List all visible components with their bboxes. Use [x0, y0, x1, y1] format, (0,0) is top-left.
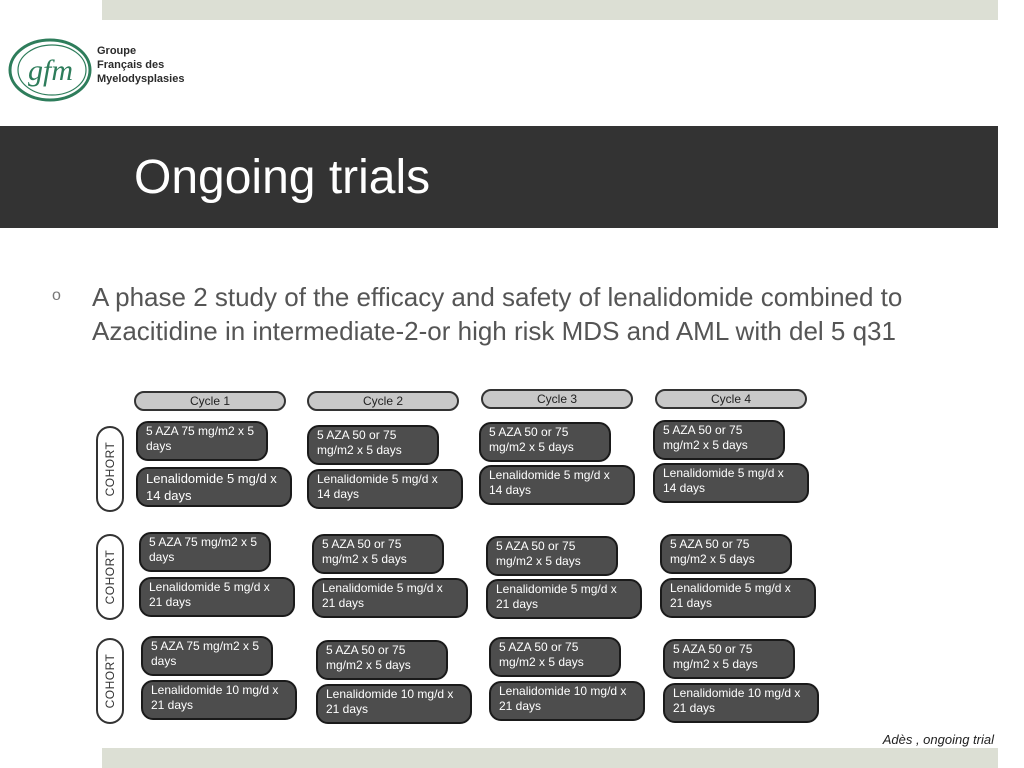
cohort-2-cycle-4-aza: 5 AZA 50 or 75 mg/m2 x 5 days — [660, 534, 792, 574]
cohort-3-cycle-3-lenalidomide: Lenalidomide 10 mg/d x 21 days — [489, 681, 645, 721]
cohort-2-cycle-4-lenalidomide: Lenalidomide 5 mg/d x 21 days — [660, 578, 816, 618]
cycle-3-header: Cycle 3 — [481, 389, 633, 409]
cohort-3-cycle-2-lenalidomide: Lenalidomide 10 mg/d x 21 days — [316, 684, 472, 724]
cohort-2-cycle-1-aza: 5 AZA 75 mg/m2 x 5 days — [139, 532, 271, 572]
cohort-2-cycle-2-aza: 5 AZA 50 or 75 mg/m2 x 5 days — [312, 534, 444, 574]
logo-line-1: Groupe — [97, 45, 137, 57]
cycle-2-header: Cycle 2 — [307, 391, 459, 411]
slide-title: Ongoing trials — [134, 151, 431, 204]
cohort-3-label — [96, 638, 124, 724]
cohort-3-cycle-3-aza: 5 AZA 50 or 75 mg/m2 x 5 days — [489, 637, 621, 677]
cohort-2-cycle-1-lenalidomide: Lenalidomide 5 mg/d x 21 days — [139, 577, 295, 617]
cohort-1-cycle-4-lenalidomide: Lenalidomide 5 mg/d x 14 days — [653, 463, 809, 503]
cohort-3-cycle-4-aza: 5 AZA 50 or 75 mg/m2 x 5 days — [663, 639, 795, 679]
cohort-1-cycle-4-aza: 5 AZA 50 or 75 mg/m2 x 5 days — [653, 420, 785, 460]
cohort-3-cycle-4-lenalidomide: Lenalidomide 10 mg/d x 21 days — [663, 683, 819, 723]
gfm-logo-icon — [8, 38, 92, 102]
top-band — [102, 0, 998, 20]
cohort-1-cycle-2-lenalidomide: Lenalidomide 5 mg/d x 14 days — [307, 469, 463, 509]
logo-line-2: Français des — [97, 59, 165, 71]
cycle-1-header: Cycle 1 — [134, 391, 286, 411]
source-note: Adès , ongoing trial — [882, 732, 994, 747]
cohort-1-label — [96, 426, 124, 512]
cohort-2-text: COHORT — [103, 549, 117, 605]
cohort-2-label — [96, 534, 124, 620]
bottom-band — [102, 748, 998, 768]
cohort-3-cycle-1-aza: 5 AZA 75 mg/m2 x 5 days — [141, 636, 273, 676]
bullet-text: A phase 2 study of the efficacy and safety of lenalidomide combined to Azacitidine in intermediate-2-or high risk MDS and AML with del 5 q31 — [92, 282, 903, 346]
cohort-3-cycle-2-aza: 5 AZA 50 or 75 mg/m2 x 5 days — [316, 640, 448, 680]
bullet-marker: o — [52, 287, 61, 304]
cohort-1-cycle-3-lenalidomide: Lenalidomide 5 mg/d x 14 days — [479, 465, 635, 505]
logo-emblem-text: gfm — [28, 54, 73, 87]
cohort-2-cycle-3-aza: 5 AZA 50 or 75 mg/m2 x 5 days — [486, 536, 618, 576]
logo-line-3: Myelodysplasies — [97, 73, 185, 85]
cohort-2-cycle-2-lenalidomide: Lenalidomide 5 mg/d x 21 days — [312, 578, 468, 618]
cycle-4-header: Cycle 4 — [655, 389, 807, 409]
cohort-1-cycle-2-aza: 5 AZA 50 or 75 mg/m2 x 5 days — [307, 425, 439, 465]
cohort-3-cycle-1-lenalidomide: Lenalidomide 10 mg/d x 21 days — [141, 680, 297, 720]
cohort-1-cycle-1-aza: 5 AZA 75 mg/m2 x 5 days — [136, 421, 268, 461]
cohort-1-text: COHORT — [103, 441, 117, 497]
cohort-3-text: COHORT — [103, 653, 117, 709]
cohort-1-cycle-3-aza: 5 AZA 50 or 75 mg/m2 x 5 days — [479, 422, 611, 462]
logo-wordmark — [97, 44, 184, 86]
cohort-1-cycle-1-lenalidomide: Lenalidomide 5 mg/d x 14 days — [136, 467, 292, 507]
cohort-2-cycle-3-lenalidomide: Lenalidomide 5 mg/d x 21 days — [486, 579, 642, 619]
